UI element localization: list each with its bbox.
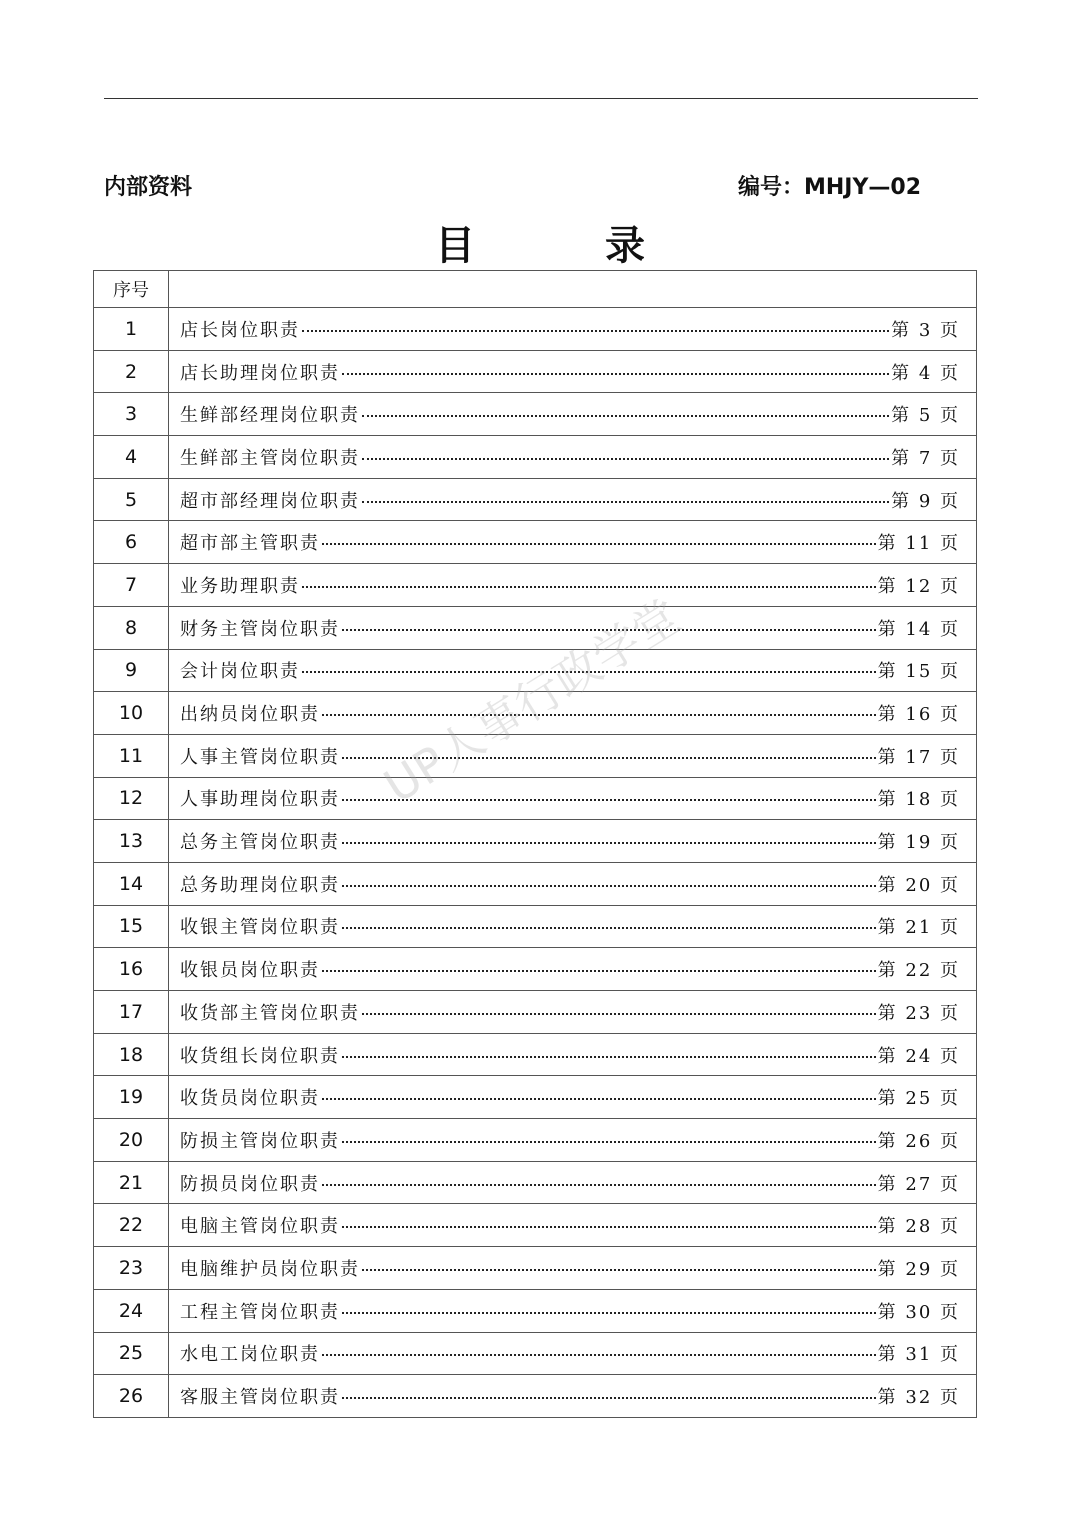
toc-entry-page: 第 27 页 xyxy=(877,1173,960,1195)
doc-number: 编号：MHJY—02 xyxy=(738,175,922,200)
toc-entry-line xyxy=(180,1298,960,1324)
toc-row-entry xyxy=(169,1332,977,1375)
toc-leader-dots xyxy=(362,1259,876,1271)
toc-row-entry xyxy=(169,1375,977,1418)
toc-entry-page: 第 21 页 xyxy=(877,917,960,939)
toc-entry-line xyxy=(180,529,960,555)
toc-entry-line xyxy=(180,1255,960,1281)
toc-entry-title: 出纳员岗位职责 xyxy=(180,704,320,726)
toc-entry-page: 第 32 页 xyxy=(877,1387,960,1409)
toc-row xyxy=(94,478,977,521)
toc-entry-title: 人事助理岗位职责 xyxy=(180,789,340,811)
toc-leader-dots xyxy=(322,1174,876,1186)
toc-row-entry xyxy=(169,521,977,564)
toc-entry-page: 第 4 页 xyxy=(891,362,960,384)
toc-row-entry xyxy=(169,948,977,991)
toc-row-entry xyxy=(169,991,977,1034)
toc-entry-line xyxy=(180,316,960,342)
toc-entry-title: 收货员岗位职责 xyxy=(180,1088,320,1110)
doc-classification: 内部资料 xyxy=(104,175,193,200)
toc-row xyxy=(94,1161,977,1204)
toc-leader-dots xyxy=(342,1131,876,1143)
toc-entry-page: 第 12 页 xyxy=(877,575,960,597)
toc-entry-title: 人事主管岗位职责 xyxy=(180,746,340,768)
toc-entry-line xyxy=(180,657,960,683)
toc-entry-page: 第 22 页 xyxy=(877,960,960,982)
toc-entry-title: 总务主管岗位职责 xyxy=(180,832,340,854)
toc-row-number: 11 xyxy=(94,734,169,777)
toc-row-entry xyxy=(169,1076,977,1119)
toc-leader-dots xyxy=(362,1003,876,1015)
toc-row xyxy=(94,606,977,649)
toc-entry-title: 防损员岗位职责 xyxy=(180,1173,320,1195)
toc-entry-title: 防损主管岗位职责 xyxy=(180,1130,340,1152)
toc-row-entry xyxy=(169,1204,977,1247)
toc-entry-page: 第 11 页 xyxy=(877,533,960,555)
toc-entry-page: 第 20 页 xyxy=(877,874,960,896)
toc-row xyxy=(94,1076,977,1119)
toc-entry-line xyxy=(180,444,960,470)
toc-row-number: 7 xyxy=(94,564,169,607)
toc-leader-dots xyxy=(302,576,876,588)
toc-row-entry xyxy=(169,1161,977,1204)
toc-row-number: 20 xyxy=(94,1119,169,1162)
toc-row-number: 19 xyxy=(94,1076,169,1119)
toc-entry-page: 第 3 页 xyxy=(891,319,960,341)
toc-entry-line xyxy=(180,615,960,641)
toc-table xyxy=(93,270,977,1418)
toc-entry-title: 客服主管岗位职责 xyxy=(180,1387,340,1409)
toc-leader-dots xyxy=(322,1088,876,1100)
toc-leader-dots xyxy=(342,832,876,844)
toc-leader-dots xyxy=(362,491,889,503)
toc-entry-title: 财务主管岗位职责 xyxy=(180,618,340,640)
toc-leader-dots xyxy=(322,1344,876,1356)
toc-row-number: 25 xyxy=(94,1332,169,1375)
toc-entry-title: 超市部经理岗位职责 xyxy=(180,490,360,512)
toc-entry-page: 第 24 页 xyxy=(877,1045,960,1067)
toc-entry-line xyxy=(180,572,960,598)
toc-entry-line xyxy=(180,913,960,939)
toc-row-number: 8 xyxy=(94,606,169,649)
toc-entry-page: 第 31 页 xyxy=(877,1344,960,1366)
toc-entry-page: 第 17 页 xyxy=(877,746,960,768)
toc-entry-page: 第 5 页 xyxy=(891,405,960,427)
toc-entry-page: 第 19 页 xyxy=(877,832,960,854)
toc-row xyxy=(94,991,977,1034)
toc-row-number: 12 xyxy=(94,777,169,820)
toc-row-entry xyxy=(169,777,977,820)
toc-row-entry xyxy=(169,692,977,735)
toc-row xyxy=(94,1289,977,1332)
toc-row-entry xyxy=(169,478,977,521)
toc-leader-dots xyxy=(342,917,876,929)
toc-row-number: 16 xyxy=(94,948,169,991)
toc-row xyxy=(94,820,977,863)
toc-leader-dots xyxy=(302,661,876,673)
toc-leader-dots xyxy=(322,533,876,545)
toc-row-entry xyxy=(169,1289,977,1332)
toc-leader-dots xyxy=(342,789,876,801)
toc-row-number: 13 xyxy=(94,820,169,863)
toc-row-entry xyxy=(169,1247,977,1290)
toc-entry-title: 电脑主管岗位职责 xyxy=(180,1216,340,1238)
header-rule xyxy=(104,98,978,99)
toc-entry-title: 收银员岗位职责 xyxy=(180,960,320,982)
toc-entry-page: 第 18 页 xyxy=(877,789,960,811)
toc-entry-page: 第 28 页 xyxy=(877,1216,960,1238)
toc-row xyxy=(94,905,977,948)
toc-entry-title: 业务助理职责 xyxy=(180,575,300,597)
toc-entry-title: 收货组长岗位职责 xyxy=(180,1045,340,1067)
toc-row-entry xyxy=(169,308,977,351)
toc-row xyxy=(94,862,977,905)
toc-entry-line xyxy=(180,743,960,769)
toc-row-entry xyxy=(169,393,977,436)
toc-entry-line xyxy=(180,1212,960,1238)
toc-entry-page: 第 7 页 xyxy=(891,447,960,469)
toc-leader-dots xyxy=(342,363,889,375)
toc-leader-dots xyxy=(342,747,876,759)
toc-row xyxy=(94,1375,977,1418)
toc-leader-dots xyxy=(362,448,889,460)
toc-entry-line xyxy=(180,956,960,982)
toc-row-number: 21 xyxy=(94,1161,169,1204)
toc-row xyxy=(94,436,977,479)
toc-entry-line xyxy=(180,1383,960,1409)
toc-leader-dots xyxy=(342,1046,876,1058)
toc-entry-title: 电脑维护员岗位职责 xyxy=(180,1258,360,1280)
toc-row-entry xyxy=(169,606,977,649)
toc-leader-dots xyxy=(342,875,876,887)
toc-entry-page: 第 9 页 xyxy=(891,490,960,512)
toc-leader-dots xyxy=(342,619,876,631)
toc-row-number: 3 xyxy=(94,393,169,436)
toc-entry-title: 生鲜部主管岗位职责 xyxy=(180,447,360,469)
toc-entry-line xyxy=(180,785,960,811)
toc-row-number: 6 xyxy=(94,521,169,564)
toc-entry-title: 店长助理岗位职责 xyxy=(180,362,340,384)
toc-row xyxy=(94,350,977,393)
toc-entry-line xyxy=(180,487,960,513)
toc-entry-line xyxy=(180,999,960,1025)
toc-row-number: 15 xyxy=(94,905,169,948)
toc-row-entry xyxy=(169,350,977,393)
toc-entry-line xyxy=(180,828,960,854)
toc-leader-dots xyxy=(342,1387,876,1399)
toc-row-entry xyxy=(169,649,977,692)
toc-row-number: 10 xyxy=(94,692,169,735)
toc-entry-title: 水电工岗位职责 xyxy=(180,1344,320,1366)
toc-row-number: 5 xyxy=(94,478,169,521)
toc-row-entry xyxy=(169,820,977,863)
toc-row-number: 1 xyxy=(94,308,169,351)
toc-row-number: 24 xyxy=(94,1289,169,1332)
toc-entry-title: 会计岗位职责 xyxy=(180,661,300,683)
toc-entry-title: 收银主管岗位职责 xyxy=(180,917,340,939)
toc-entry-line xyxy=(180,1170,960,1196)
toc-leader-dots xyxy=(322,704,876,716)
toc-entry-page: 第 14 页 xyxy=(877,618,960,640)
toc-entry-line xyxy=(180,1084,960,1110)
toc-row-entry xyxy=(169,1033,977,1076)
toc-entry-line xyxy=(180,401,960,427)
toc-row-entry xyxy=(169,905,977,948)
toc-entry-title: 收货部主管岗位职责 xyxy=(180,1002,360,1024)
toc-entry-title: 店长岗位职责 xyxy=(180,319,300,341)
toc-entry-line xyxy=(180,1042,960,1068)
toc-row xyxy=(94,1247,977,1290)
toc-entry-line xyxy=(180,700,960,726)
toc-entry-page: 第 23 页 xyxy=(877,1002,960,1024)
watermark: UP人事行政学堂 xyxy=(374,588,690,814)
toc-leader-dots xyxy=(322,960,876,972)
toc-header-row xyxy=(94,271,977,308)
toc-entry-page: 第 26 页 xyxy=(877,1130,960,1152)
toc-leader-dots xyxy=(362,405,889,417)
page-title: 目 录 xyxy=(435,223,703,269)
toc-row-number: 26 xyxy=(94,1375,169,1418)
toc-row xyxy=(94,521,977,564)
toc-row-number: 18 xyxy=(94,1033,169,1076)
toc-entry-line xyxy=(180,359,960,385)
toc-entry-line xyxy=(180,871,960,897)
toc-row xyxy=(94,649,977,692)
toc-entry-page: 第 16 页 xyxy=(877,704,960,726)
toc-row xyxy=(94,777,977,820)
toc-row-number: 22 xyxy=(94,1204,169,1247)
toc-row-number: 4 xyxy=(94,436,169,479)
toc-row xyxy=(94,393,977,436)
toc-row xyxy=(94,692,977,735)
toc-row xyxy=(94,308,977,351)
toc-entry-title: 超市部主管职责 xyxy=(180,533,320,555)
toc-entry-line xyxy=(180,1340,960,1366)
toc-header-number: 序号 xyxy=(94,271,169,308)
toc-row-number: 2 xyxy=(94,350,169,393)
toc-leader-dots xyxy=(342,1302,876,1314)
toc-entry-page: 第 29 页 xyxy=(877,1258,960,1280)
toc-row xyxy=(94,1119,977,1162)
toc-row-entry xyxy=(169,436,977,479)
toc-entry-page: 第 15 页 xyxy=(877,661,960,683)
toc-row xyxy=(94,564,977,607)
toc-row-number: 9 xyxy=(94,649,169,692)
toc-entry-title: 生鲜部经理岗位职责 xyxy=(180,405,360,427)
toc-entry-line xyxy=(180,1127,960,1153)
toc-row-entry xyxy=(169,1119,977,1162)
toc-leader-dots xyxy=(342,1216,876,1228)
toc-row xyxy=(94,948,977,991)
toc-leader-dots xyxy=(302,320,889,332)
toc-row-entry xyxy=(169,862,977,905)
toc-row-entry xyxy=(169,564,977,607)
toc-row-number: 23 xyxy=(94,1247,169,1290)
toc-row xyxy=(94,1332,977,1375)
toc-row xyxy=(94,1204,977,1247)
toc-row-number: 14 xyxy=(94,862,169,905)
toc-row xyxy=(94,1033,977,1076)
toc-row xyxy=(94,734,977,777)
toc-entry-title: 总务助理岗位职责 xyxy=(180,874,340,896)
toc-entry-page: 第 25 页 xyxy=(877,1088,960,1110)
toc-entry-title: 工程主管岗位职责 xyxy=(180,1301,340,1323)
toc-entry-page: 第 30 页 xyxy=(877,1301,960,1323)
toc-row-entry xyxy=(169,734,977,777)
toc-body xyxy=(94,271,977,1418)
toc-header-entry xyxy=(169,271,977,308)
toc-row-number: 17 xyxy=(94,991,169,1034)
